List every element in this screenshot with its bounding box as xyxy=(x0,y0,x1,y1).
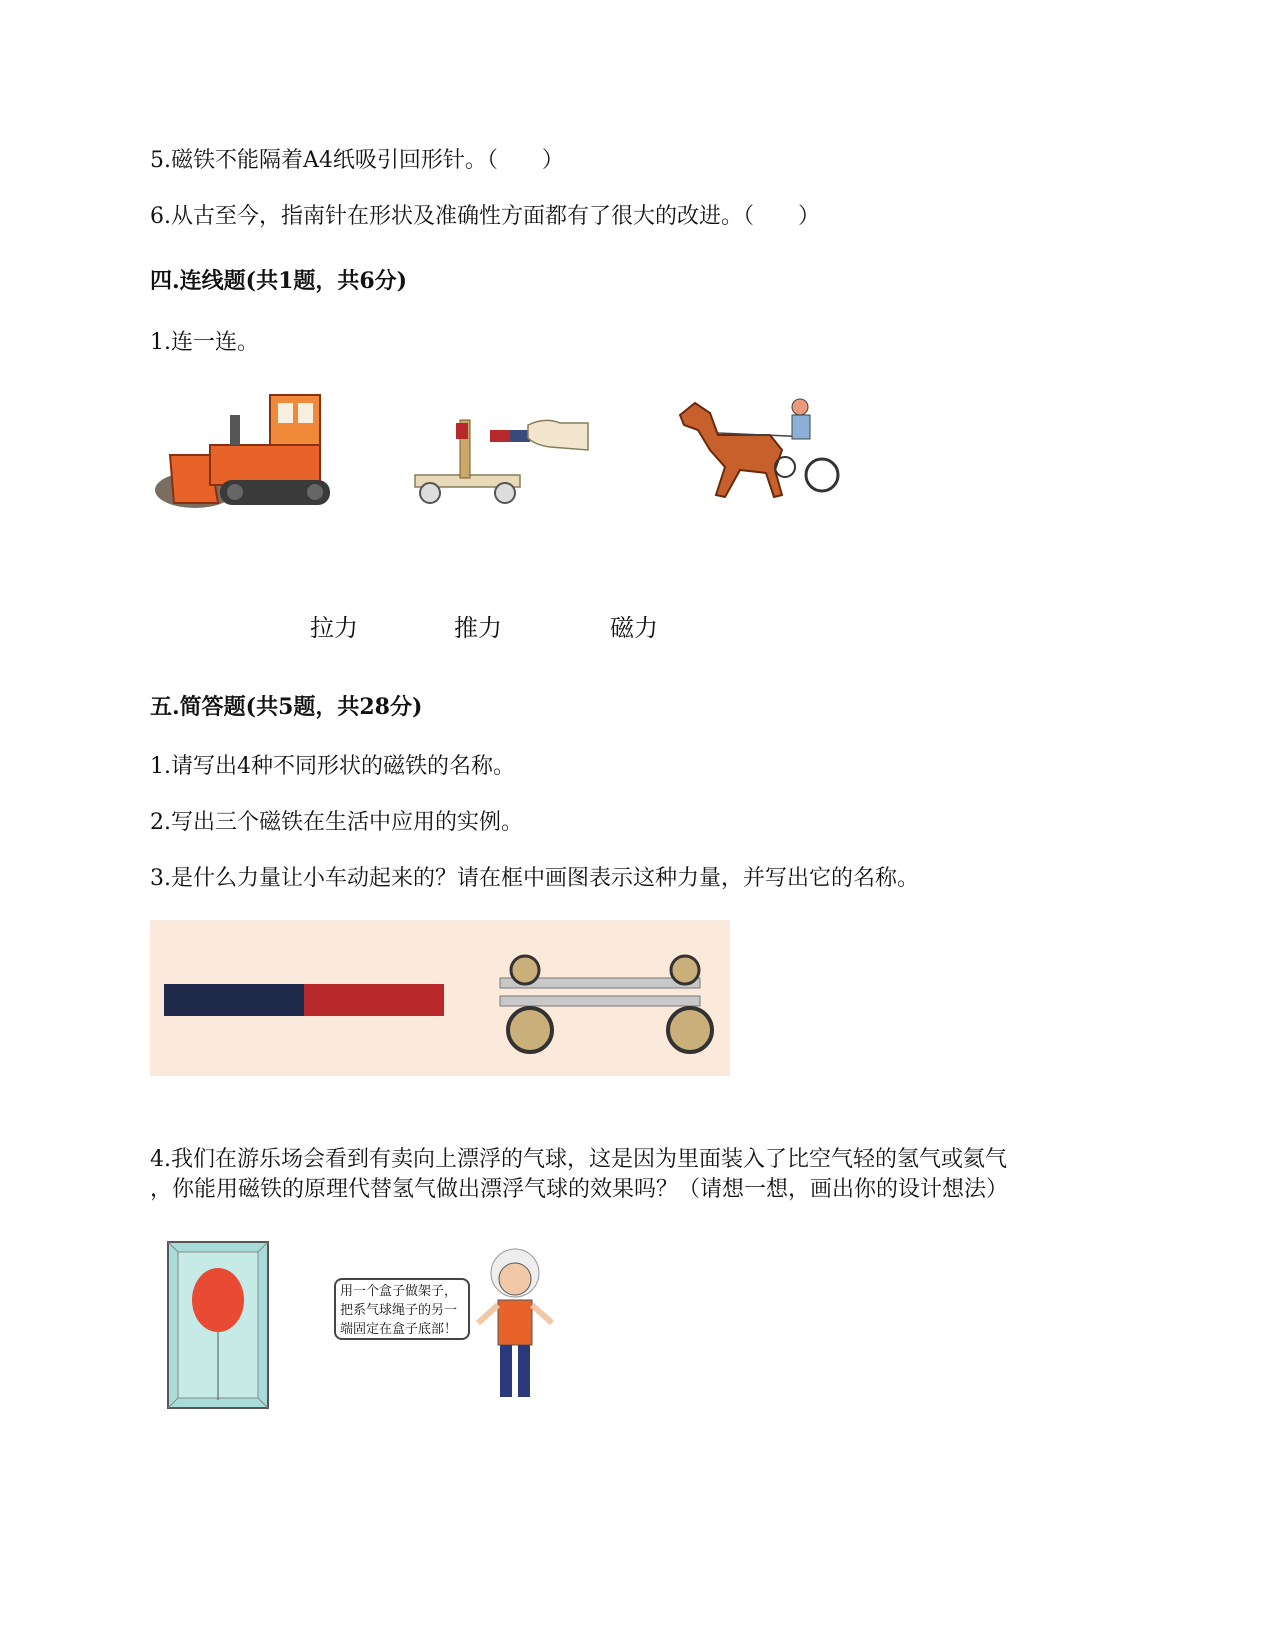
force-label-pull: 拉力 xyxy=(310,614,358,642)
section-5-question-4-line-2: ，你能用磁铁的原理代替氢气做出漂浮气球的效果吗？（请想一想，画出你的设计想法） xyxy=(150,1177,1009,1202)
question-5: 5.磁铁不能隔着A4纸吸引回形针。（ ） xyxy=(150,148,564,173)
section-4-question-1: 1.连一连。 xyxy=(150,330,259,355)
force-label-magnetic: 磁力 xyxy=(610,614,658,642)
section-5-question-3: 3.是什么力量让小车动起来的？请在框中画图表示这种力量，并写出它的名称。 xyxy=(150,866,919,891)
force-label-push: 推力 xyxy=(454,614,502,642)
magnet-car-image xyxy=(410,405,590,515)
section-5-question-1: 1.请写出4种不同形状的磁铁的名称。 xyxy=(150,754,515,779)
scientist-character xyxy=(470,1245,560,1405)
speech-line-2: 把系气球绳子的另一 xyxy=(340,1303,458,1318)
question-6: 6.从古至今，指南针在形状及准确性方面都有了很大的改进。（ ） xyxy=(150,204,820,229)
section-5-question-4-line-1: 4.我们在游乐场会看到有卖向上漂浮的气球，这是因为里面装入了比空气轻的氢气或氦气 xyxy=(150,1147,1007,1172)
section-5-question-2: 2.写出三个磁铁在生活中应用的实例。 xyxy=(150,810,523,835)
magnet-car-panel xyxy=(150,920,730,1076)
section-4-heading: 四.连线题(共1题，共6分) xyxy=(150,268,408,294)
balloon-box-image xyxy=(166,1240,270,1410)
section-5-heading: 五.简答题(共5题，共28分) xyxy=(150,694,423,720)
horse-cart-image xyxy=(670,395,845,515)
speech-line-1: 用一个盒子做架子， xyxy=(340,1284,458,1299)
speech-line-3: 端固定在盒子底部！ xyxy=(340,1322,458,1337)
speech-bubble xyxy=(334,1278,470,1340)
bulldozer-image xyxy=(150,385,340,525)
